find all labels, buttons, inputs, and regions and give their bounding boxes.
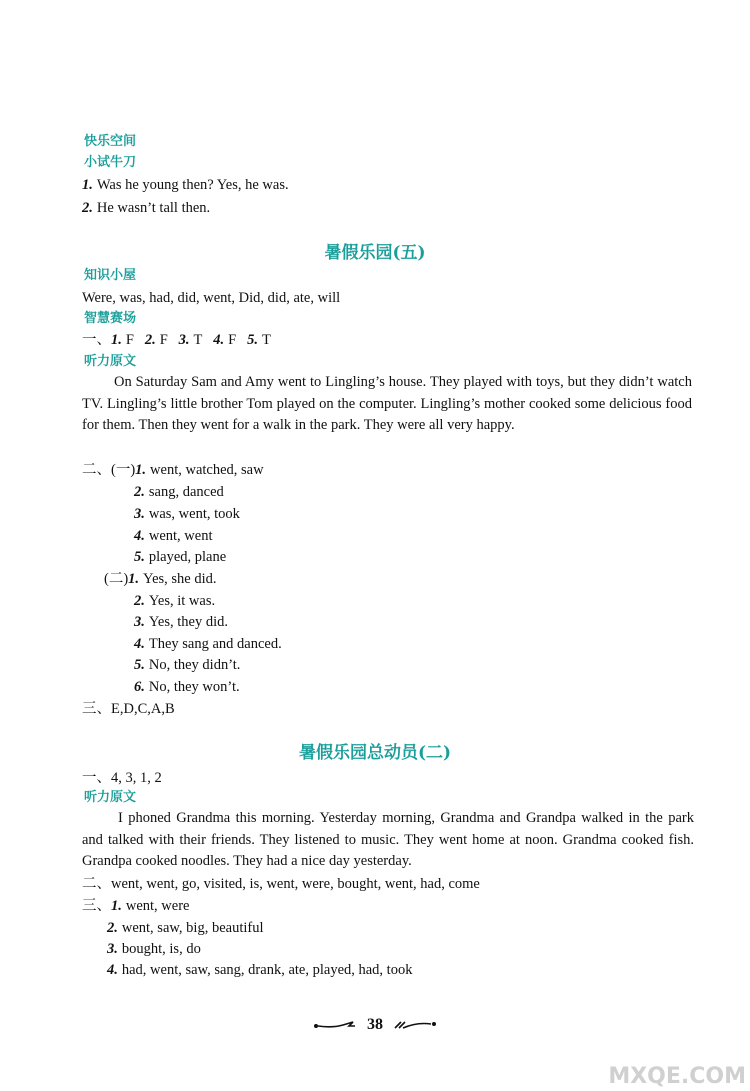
item-text: went, were bbox=[125, 898, 190, 914]
item-text: They sang and danced. bbox=[148, 636, 282, 652]
part-prefix: 一、 bbox=[82, 332, 111, 348]
answer-line bbox=[134, 613, 228, 631]
item-text: F bbox=[159, 332, 168, 348]
item-number: 3. bbox=[134, 506, 145, 522]
item-number: 1. bbox=[135, 462, 147, 478]
section-title-summer-park-mobilization-2: 暑假乐园总动员(二) bbox=[298, 743, 452, 763]
part-two-answers: 二、went, went, go, visited, is, went, were, bought, went, had, come bbox=[82, 876, 480, 892]
item-number: 1. bbox=[111, 332, 122, 348]
item-number: 2. bbox=[107, 920, 118, 936]
part-three-answers: 三、E,D,C,A,B bbox=[82, 701, 175, 717]
item-text: No, they won’t. bbox=[148, 679, 240, 695]
item-number: 4. bbox=[213, 332, 225, 348]
answer-line bbox=[134, 483, 224, 501]
item-number: 4. bbox=[134, 528, 145, 544]
part-prefix: 二、(一) bbox=[82, 462, 136, 478]
item-text: Was he young then? Yes, he was. bbox=[96, 177, 289, 193]
item-number: 2. bbox=[82, 200, 93, 216]
item-number: 6. bbox=[134, 679, 145, 695]
item-text: went, saw, big, beautiful bbox=[121, 920, 264, 936]
item-number: 3. bbox=[134, 614, 145, 630]
item-number: 4. bbox=[107, 962, 118, 978]
item-number: 3. bbox=[107, 941, 118, 957]
item-number: 1. bbox=[82, 177, 93, 193]
section-heading-try-it: 小试牛刀 bbox=[84, 155, 137, 170]
part-one-answers bbox=[82, 331, 271, 349]
listening-script-paragraph: On Saturday Sam and Amy went to Lingling’s house. They played with toys, but they didn’t watch TV. Lingling’s little brother Tom played on the computer. Lingling’s mother cooked some delicious food for them. Then they went for a walk in the park. They were all very happy. bbox=[82, 374, 692, 433]
item-number: 1. bbox=[128, 571, 140, 587]
answer-line bbox=[107, 919, 263, 937]
answer-line bbox=[82, 199, 210, 217]
item-text: went, watched, saw bbox=[150, 462, 264, 478]
answer-line bbox=[82, 176, 289, 194]
listening-script-paragraph: I phoned Grandma this morning. Yesterday morning, Grandma and Grandpa walked in the park and talked with their friends. They listened to music. They went home at noon. Grandma cooked fish. Grandpa cooked noodles. They had a nice day yesterday. bbox=[82, 810, 694, 869]
item-text: sang, danced bbox=[148, 484, 224, 500]
item-number: 2. bbox=[144, 332, 156, 348]
item-text: Yes, they did. bbox=[148, 614, 228, 630]
item-number: 5. bbox=[134, 549, 145, 565]
section-heading-listening-script: 听力原文 bbox=[84, 354, 137, 369]
item-number: 5. bbox=[134, 657, 145, 673]
section-heading-happy-space: 快乐空间 bbox=[84, 134, 137, 149]
answer-line bbox=[134, 592, 215, 610]
item-text: T bbox=[193, 332, 203, 348]
item-text: No, they didn’t. bbox=[148, 657, 241, 673]
answer-line bbox=[107, 961, 412, 979]
watermark-text: MXQE.COM bbox=[608, 1064, 746, 1089]
item-text: bought, is, do bbox=[121, 941, 201, 957]
item-number: 1. bbox=[111, 898, 122, 914]
part-one-answers: 一、4, 3, 1, 2 bbox=[82, 770, 162, 786]
section-heading-listening-script: 听力原文 bbox=[84, 790, 137, 805]
item-number: 3. bbox=[178, 332, 190, 348]
item-text: Yes, she did. bbox=[143, 571, 217, 587]
item-text: F bbox=[125, 332, 134, 348]
item-number: 2. bbox=[134, 593, 145, 609]
page-footer bbox=[0, 1016, 750, 1034]
item-text: T bbox=[261, 332, 271, 348]
knowledge-answers: Were, was, had, did, went, Did, did, ate, will bbox=[82, 290, 341, 306]
item-text: was, went, took bbox=[148, 506, 240, 522]
item-text: went, went bbox=[148, 528, 213, 544]
part-prefix: (二) bbox=[104, 571, 129, 587]
section-heading-knowledge: 知识小屋 bbox=[84, 268, 137, 283]
section-title-summer-park-5: 暑假乐园(五) bbox=[324, 243, 426, 263]
answer-line bbox=[134, 527, 213, 545]
item-number: 2. bbox=[134, 484, 145, 500]
item-text: He wasn’t tall then. bbox=[96, 200, 211, 216]
part-three-group bbox=[82, 897, 189, 915]
item-number: 4. bbox=[134, 636, 145, 652]
answer-line bbox=[134, 656, 240, 674]
item-text: played, plane bbox=[148, 549, 227, 565]
page-number: 38 bbox=[367, 1016, 383, 1034]
answer-line bbox=[134, 548, 226, 566]
answer-line bbox=[134, 505, 240, 523]
answer-line bbox=[134, 678, 240, 696]
answer-line bbox=[107, 940, 201, 958]
left-ornament-icon bbox=[313, 1020, 357, 1030]
section-heading-wisdom-arena: 智慧赛场 bbox=[84, 311, 137, 326]
item-text: F bbox=[228, 332, 237, 348]
part-prefix: 三、 bbox=[82, 898, 111, 914]
answer-line bbox=[134, 635, 282, 653]
right-ornament-icon bbox=[393, 1020, 437, 1030]
item-text: Yes, it was. bbox=[148, 593, 216, 609]
part-two-group-one bbox=[82, 461, 264, 479]
part-two-group-two bbox=[104, 570, 217, 588]
item-number: 5. bbox=[247, 332, 258, 348]
item-text: had, went, saw, sang, drank, ate, played, had, took bbox=[121, 962, 413, 978]
